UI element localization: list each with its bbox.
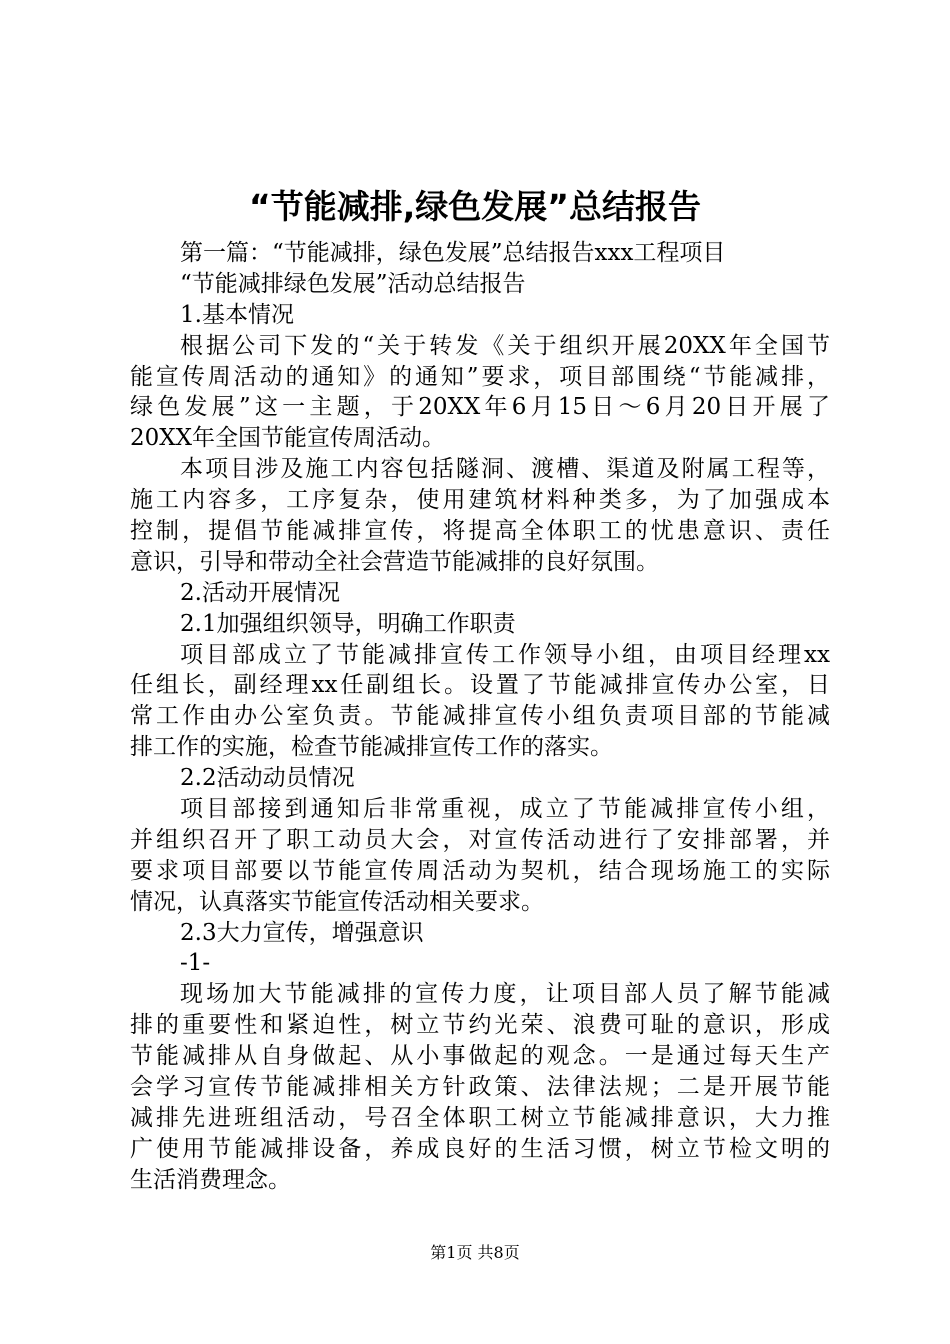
body-line: 现场加大节能减排的宣传力度，让项目部人员了解节能减 [180, 981, 830, 1008]
body-line: 常工作由办公室负责。节能减排宣传小组负责项目部的节能减 [130, 703, 830, 730]
body-line: 排的重要性和紧迫性，树立节约光荣、浪费可耻的意识，形成 [130, 1012, 830, 1039]
body-line: 控制，提倡节能减排宣传，将提高全体职工的忧患意识、责任 [130, 518, 830, 545]
body-line: 能宣传周活动的通知》的通知”要求，项目部围绕“节能减排， [130, 363, 830, 390]
body-line: 会学习宣传节能减排相关方针政策、法律法规；二是开展节能 [130, 1074, 830, 1101]
body-line: “节能减排绿色发展”活动总结报告 [180, 270, 526, 297]
body-line: 第一篇：“节能减排，绿色发展”总结报告xxx工程项目 [180, 240, 726, 266]
body-line: 情况，认真落实节能宣传活动相关要求。 [130, 888, 544, 915]
body-line: 本项目涉及施工内容包括隧洞、渡槽、渠道及附属工程等， [180, 456, 830, 483]
subsection-heading: 2.3大力宣传，增强意识 [180, 919, 424, 946]
body-line: 节能减排从自身做起、从小事做起的观念。一是通过每天生产 [130, 1043, 830, 1070]
body-line: 根据公司下发的“关于转发《关于组织开展20XX年全国节 [180, 332, 830, 359]
subsection-heading: 2.1加强组织领导，明确工作职责 [180, 610, 516, 637]
body-line: 项目部成立了节能减排宣传工作领导小组，由项目经理xx [180, 641, 830, 668]
body-line: 生活消费理念。 [130, 1166, 291, 1193]
document-title: “节能减排,绿色发展”总结报告 [249, 187, 701, 226]
inline-page-marker: -1- [180, 950, 211, 977]
body-line: 任组长，副经理xx任副组长。设置了节能减排宣传办公室，日 [130, 672, 830, 699]
body-line: 并组织召开了职工动员大会，对宣传活动进行了安排部署，并 [130, 826, 830, 853]
section-heading: 1.基本情况 [180, 301, 294, 328]
body-line: 绿色发展”这一主题，于20XX年6月15日～6月20日开展了 [130, 394, 830, 421]
body-line: 排工作的实施，检查节能减排宣传工作的落实。 [130, 734, 613, 761]
document-body [130, 238, 830, 1196]
body-line: 意识，引导和带动全社会营造节能减排的良好氛围。 [130, 548, 659, 575]
body-line: 项目部接到通知后非常重视，成立了节能减排宣传小组， [180, 796, 830, 823]
body-line: 广使用节能减排设备，养成良好的生活习惯，树立节检文明的 [130, 1135, 830, 1162]
subsection-heading: 2.2活动动员情况 [180, 765, 355, 792]
body-line: 减排先进班组活动，号召全体职工树立节能减排意识，大力推 [130, 1104, 830, 1131]
body-line: 要求项目部要以节能宣传周活动为契机，结合现场施工的实际 [130, 857, 830, 884]
page-footer: 第1页 共8页 [430, 1243, 520, 1262]
body-line: 20XX年全国节能宣传周活动。 [130, 425, 446, 452]
section-heading: 2.活动开展情况 [180, 579, 340, 606]
body-line: 施工内容多，工序复杂，使用建筑材料种类多，为了加强成本 [130, 487, 830, 514]
